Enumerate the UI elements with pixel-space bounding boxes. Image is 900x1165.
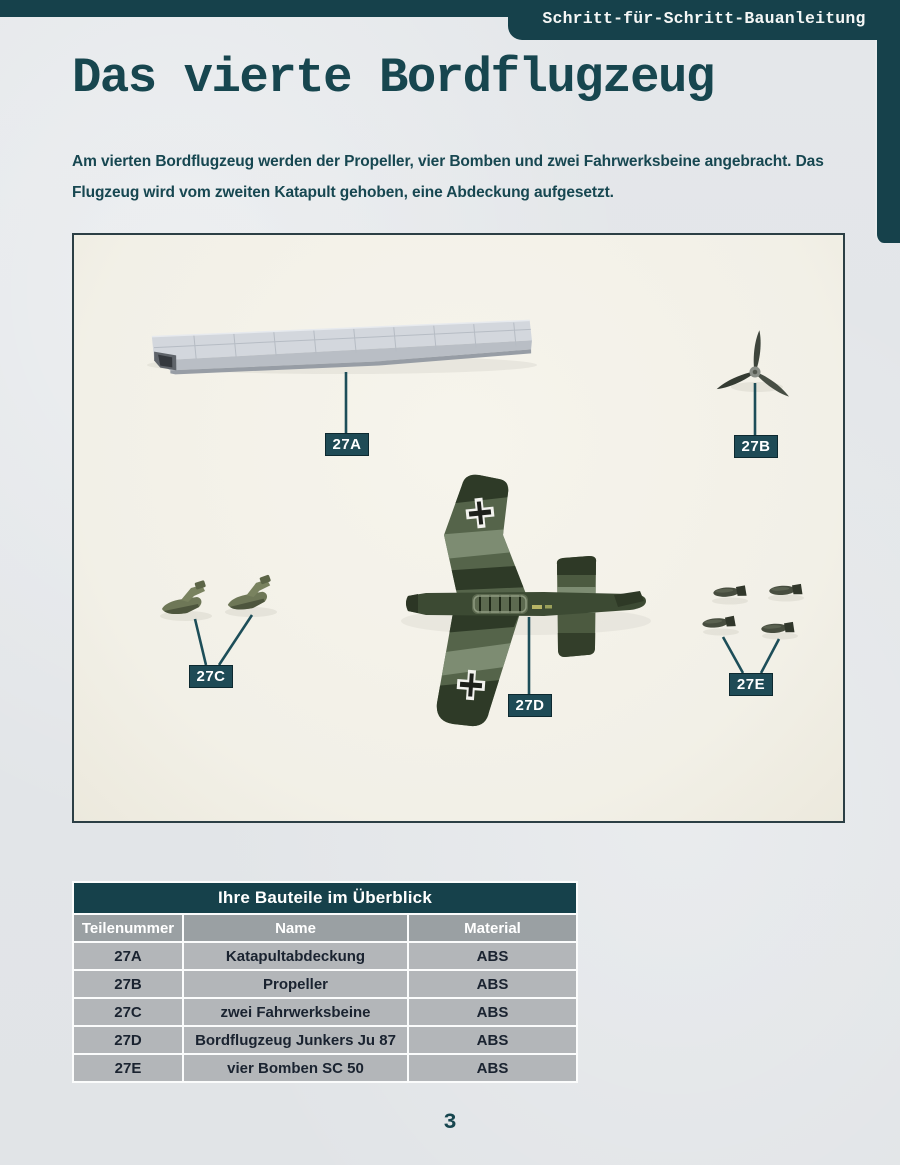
- page-title: Das vierte Bordflugzeug: [72, 50, 714, 106]
- table-cell-27c-number: 27C: [74, 999, 182, 1025]
- table-col-name: Name: [184, 915, 407, 941]
- parts-table-title: Ihre Bauteile im Überblick: [74, 883, 576, 913]
- table-cell-27a-material: ABS: [409, 943, 576, 969]
- page-number: 3: [443, 1110, 457, 1135]
- part-label-27c: 27C: [189, 665, 233, 688]
- table-cell-27d-number: 27D: [74, 1027, 182, 1053]
- table-cell-27e-number: 27E: [74, 1055, 182, 1081]
- parts-photo: [72, 233, 845, 823]
- part-27e-bomb-2: [769, 584, 803, 596]
- part-27c-gear-leg-2: [227, 574, 272, 610]
- table-col-material: Material: [409, 915, 576, 941]
- parts-photo-illustration: [74, 235, 843, 821]
- table-cell-27b-name: Propeller: [184, 971, 407, 997]
- table-cell-27d-name: Bordflugzeug Junkers Ju 87: [184, 1027, 407, 1053]
- part-27e-bomb-1: [713, 585, 747, 598]
- part-label-27a: 27A: [325, 433, 369, 456]
- table-cell-27c-material: ABS: [409, 999, 576, 1025]
- parts-table-grid: [74, 915, 576, 1081]
- table-cell-27a-number: 27A: [74, 943, 182, 969]
- table-cell-27b-material: ABS: [409, 971, 576, 997]
- table-cell-27d-material: ABS: [409, 1027, 576, 1053]
- header-banner: [508, 0, 900, 40]
- parts-table: [72, 881, 578, 1083]
- intro-paragraph: Am vierten Bordflugzeug werden der Propeller, vier Bomben und zwei Fahrwerksbeine angebracht. Das Flugzeug wird vom zweiten Katapult gehoben, eine Abdeckung aufgesetzt.: [72, 153, 824, 201]
- table-cell-27b-number: 27B: [74, 971, 182, 997]
- part-27e-bomb-3: [702, 616, 736, 629]
- table-cell-27c-name: zwei Fahrwerksbeine: [184, 999, 407, 1025]
- header-banner-label: Schritt-für-Schritt-Bauanleitung: [542, 9, 866, 28]
- table-cell-27e-name: vier Bomben SC 50: [184, 1055, 407, 1081]
- table-cell-27e-material: ABS: [409, 1055, 576, 1081]
- table-col-teilenummer: Teilenummer: [74, 915, 182, 941]
- part-label-27b: 27B: [734, 435, 778, 458]
- part-label-27e: 27E: [729, 673, 773, 696]
- part-label-27d: 27D: [508, 694, 552, 717]
- part-27c-gear-leg-1: [162, 580, 206, 614]
- table-cell-27a-name: Katapultabdeckung: [184, 943, 407, 969]
- part-27e-bomb-4: [761, 622, 795, 634]
